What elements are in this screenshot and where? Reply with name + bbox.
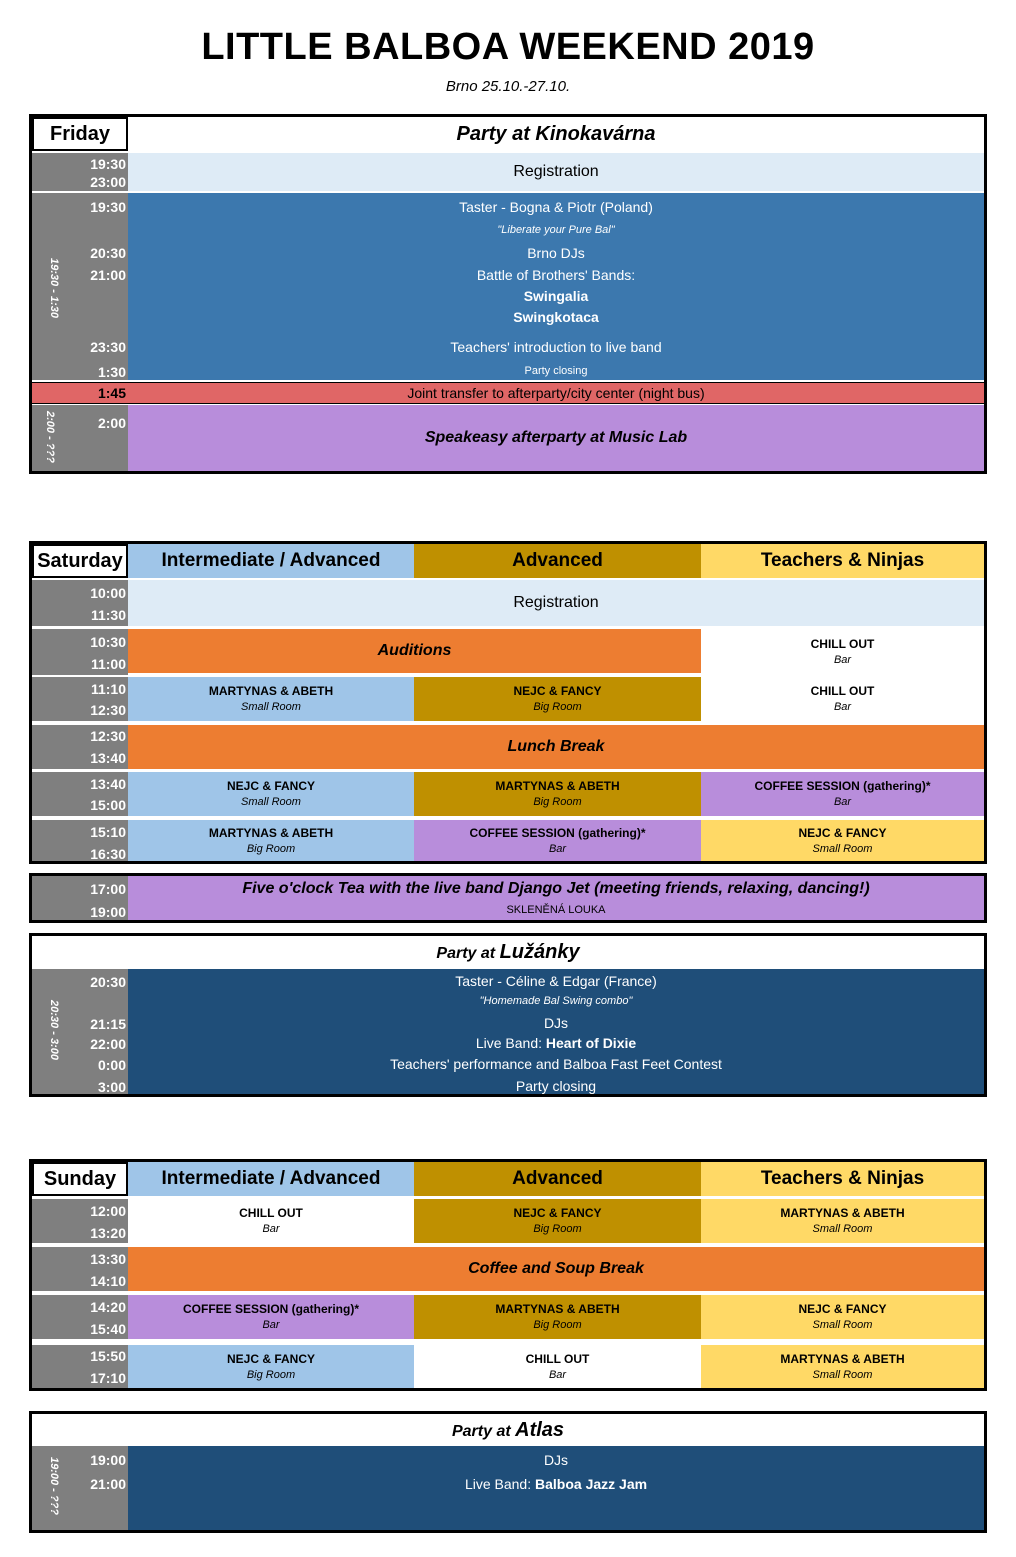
saturday-slot3-col2 (414, 820, 701, 861)
page-subtitle: Brno 25.10.-27.10. (445, 78, 571, 95)
friday-afterparty-range: 2:00 - ??? (44, 411, 56, 463)
saturday-slot2-col2 (414, 772, 701, 816)
saturday-party-venue: Lužánky (499, 941, 580, 963)
sunday-slot2-start: 14:20 (90, 1299, 126, 1315)
sunday-slot1-col2 (414, 1199, 701, 1243)
saturday-slot3-col2-teachers: COFFEE SESSION (gathering)* (469, 825, 646, 840)
saturday-slot1-col1-room: Small Room (241, 701, 301, 713)
saturday-slot1-col3-room: Bar (833, 701, 852, 713)
page-title: LITTLE BALBOA WEEKEND 2019 (201, 26, 815, 68)
friday-time-1930: 19:30 (90, 199, 126, 215)
saturday-party-time-300: 3:00 (97, 1079, 126, 1095)
sunday-slot3-col3-room: Small Room (812, 1368, 873, 1381)
sunday-slot1-col2-room: Big Room (533, 1223, 582, 1235)
friday-party-range: 19:30 - 1:30 (48, 258, 60, 318)
sunday-col-advanced: Advanced (414, 1162, 701, 1196)
saturday-col-advanced: Advanced (414, 544, 701, 578)
saturday-lunch-end: 13:40 (90, 750, 126, 766)
sunday-slot3-col3-teachers: MARTYNAS & ABETH (780, 1351, 905, 1366)
saturday-slot1-col3 (701, 677, 984, 721)
saturday-party-taster-subtitle: "Homemade Bal Swing combo" (479, 995, 633, 1007)
sunday-slot1-col3-room: Small Room (812, 1223, 873, 1235)
saturday-auditions-side-cell (701, 629, 984, 675)
sunday-slot2-end: 15:40 (90, 1321, 126, 1337)
saturday-party-title (32, 941, 984, 964)
saturday-slot2-col3 (701, 772, 984, 816)
sunday-slot2-col1-room: Bar (262, 1319, 280, 1331)
saturday-slot1-end: 12:30 (90, 702, 126, 718)
saturday-auditions-label: Auditions (377, 642, 452, 659)
sunday-party-range: 19:00 - ??? (48, 1456, 60, 1516)
saturday-auditions-start: 10:30 (90, 634, 126, 650)
friday-taster-subtitle: "Liberate your Pure Bal" (497, 224, 615, 236)
saturday-party-performance: Teachers' performance and Balboa Fast Feet Contest (390, 1056, 722, 1072)
sunday-break-start: 13:30 (90, 1251, 126, 1267)
sunday-slot2-col1 (128, 1295, 414, 1339)
friday-section (29, 114, 987, 474)
saturday-slot2-col1-teachers: NEJC & FANCY (226, 779, 315, 793)
saturday-slot3-col1-room: Big Room (246, 842, 296, 855)
sunday-slot1-col3 (701, 1199, 984, 1243)
sunday-slot3-start: 15:50 (90, 1348, 126, 1364)
sunday-party-block (128, 1446, 984, 1530)
saturday-slot1-col1-teachers: MARTYNAS & ABETH (208, 684, 334, 698)
saturday-slot1-col1 (128, 677, 414, 721)
sunday-slot3-end: 17:10 (90, 1370, 126, 1386)
saturday-auditions-side-title: CHILL OUT (810, 637, 875, 651)
saturday-party-band-prefix: Live Band: (475, 1035, 543, 1051)
sunday-slot2-col2 (414, 1295, 701, 1339)
sunday-party-time-1900: 19:00 (90, 1452, 126, 1468)
saturday-slot3-col1 (128, 820, 414, 861)
sunday-col-intermediate-advanced: Intermediate / Advanced (128, 1162, 414, 1196)
friday-time-2330: 23:30 (90, 339, 126, 355)
saturday-lunch-label: Lunch Break (507, 738, 605, 755)
friday-battle: Battle of Brothers' Bands: (476, 267, 636, 283)
saturday-slot2-col3-room: Bar (833, 796, 852, 808)
sunday-break-cell (128, 1247, 984, 1291)
sunday-slot3-col3 (701, 1345, 984, 1388)
sunday-slot3-col2 (414, 1345, 701, 1388)
saturday-slot2-col3-teachers: COFFEE SESSION (gathering)* (754, 779, 931, 793)
saturday-tea-cell (128, 876, 984, 920)
saturday-party-range: 20:30 - 3:00 (48, 1000, 60, 1060)
saturday-section (29, 541, 987, 864)
saturday-party-closing: Party closing (515, 1078, 597, 1094)
saturday-party-time-000: 0:00 (97, 1057, 126, 1073)
sunday-slot1-col1-teachers: CHILL OUT (239, 1206, 303, 1220)
saturday-slot3-col3-room: Small Room (812, 842, 873, 855)
saturday-slot1-col2 (414, 677, 701, 721)
friday-party-closing: Party closing (524, 365, 588, 377)
friday-afterparty-cell (128, 405, 984, 471)
saturday-party-band: Heart of Dixie (545, 1035, 637, 1051)
sunday-slot1-end: 13:20 (90, 1225, 126, 1241)
saturday-tea-place: SKLENĚNÁ LOUKA (506, 904, 606, 916)
saturday-slot2-start: 13:40 (90, 776, 126, 792)
sunday-slot3-col1-room: Big Room (246, 1368, 296, 1381)
saturday-tea-end: 19:00 (90, 904, 126, 920)
sunday-slot2-col3-room: Small Room (812, 1319, 873, 1331)
saturday-col-intermediate-advanced: Intermediate / Advanced (128, 544, 414, 578)
sunday-slot1-start: 12:00 (90, 1203, 126, 1219)
sunday-party-prefix: Party at (451, 1423, 511, 1440)
friday-djs: Brno DJs (527, 245, 585, 261)
saturday-slot1-col3-teachers: CHILL OUT (810, 684, 875, 698)
sunday-slot3-col2-teachers: CHILL OUT (525, 1351, 590, 1366)
sunday-slot3-col1 (128, 1345, 414, 1388)
saturday-slot2-end: 15:00 (90, 797, 126, 813)
sunday-break-label: Coffee and Soup Break (468, 1260, 644, 1277)
saturday-slot3-col2-room: Bar (548, 842, 567, 855)
friday-afterparty-time: 2:00 (97, 415, 126, 431)
saturday-auditions-side-sub: Bar (833, 654, 852, 666)
sunday-party-band-line (128, 1476, 984, 1492)
friday-registration-start: 19:30 (90, 156, 126, 172)
saturday-party-prefix: Party at (436, 945, 496, 962)
sunday-party-djs: DJs (543, 1452, 569, 1468)
saturday-col-teachers-ninjas: Teachers & Ninjas (701, 544, 984, 578)
sunday-slot1-col1-room: Bar (262, 1223, 280, 1235)
sunday-slot1-col3-teachers: MARTYNAS & ABETH (780, 1206, 905, 1220)
saturday-registration-cell (128, 580, 984, 626)
sunday-party-venue: Atlas (515, 1419, 565, 1441)
sunday-party-section (29, 1411, 987, 1533)
saturday-slot3-start: 15:10 (90, 824, 126, 840)
saturday-party-taster: Taster - Céline & Edgar (France) (455, 973, 657, 989)
saturday-slot3-end: 16:30 (90, 846, 126, 862)
sunday-slot2-col2-room: Big Room (533, 1319, 582, 1331)
saturday-party-time-2030: 20:30 (90, 974, 126, 990)
saturday-slot2-col1-room: Small Room (241, 796, 301, 808)
saturday-party-band-line (128, 1035, 984, 1051)
sunday-break-end: 14:10 (90, 1273, 126, 1289)
sunday-slot2-col3 (701, 1295, 984, 1339)
saturday-party-block (128, 969, 984, 1094)
saturday-party-djs: DJs (543, 1015, 569, 1031)
saturday-lunch-cell (128, 725, 984, 769)
friday-teachers-intro: Teachers' introduction to live band (450, 339, 662, 355)
saturday-tea-label: Five o'clock Tea with the live band Django Jet (meeting friends, relaxing, dancing!) (242, 880, 870, 897)
friday-time-2100: 21:00 (90, 267, 126, 283)
day-header-saturday: Saturday (32, 544, 128, 578)
friday-transfer-label: Joint transfer to afterparty/city center (night bus) (407, 385, 705, 401)
saturday-slot2-col1 (128, 772, 414, 816)
sunday-party-time-2100: 21:00 (90, 1476, 126, 1492)
friday-time-130: 1:30 (97, 364, 126, 380)
sunday-slot2-col2-teachers: MARTYNAS & ABETH (495, 1302, 620, 1316)
sunday-slot3-col2-room: Bar (548, 1368, 567, 1381)
friday-band-swingkotaca: Swingkotaca (513, 309, 599, 325)
sunday-slot3-col1-teachers: NEJC & FANCY (226, 1351, 315, 1366)
sunday-party-band-prefix: Live Band: (464, 1476, 532, 1492)
sunday-party-title (32, 1419, 984, 1442)
saturday-registration-label: Registration (513, 594, 599, 611)
saturday-tea-start: 17:00 (90, 881, 126, 897)
sunday-slot1-col2-teachers: NEJC & FANCY (513, 1206, 602, 1220)
day-header-friday: Friday (32, 117, 128, 151)
saturday-slot1-col2-teachers: NEJC & FANCY (513, 684, 602, 698)
friday-afterparty-label: Speakeasy afterparty at Music Lab (424, 429, 688, 446)
saturday-slot1-col2-room: Big Room (533, 701, 582, 713)
sunday-slot2-col3-teachers: NEJC & FANCY (798, 1302, 887, 1316)
friday-party-block (128, 193, 984, 380)
saturday-registration-end: 11:30 (90, 607, 126, 623)
sunday-col-teachers-ninjas: Teachers & Ninjas (701, 1162, 984, 1196)
saturday-lunch-start: 12:30 (90, 728, 126, 744)
saturday-party-time-2200: 22:00 (90, 1036, 126, 1052)
saturday-slot3-col1-teachers: MARTYNAS & ABETH (208, 825, 334, 840)
saturday-party-time-2115: 21:15 (90, 1016, 126, 1032)
friday-registration-end: 23:00 (90, 174, 126, 190)
friday-party-title: Party at Kinokavárna (456, 122, 656, 145)
friday-time-2030: 20:30 (90, 245, 126, 261)
saturday-slot3-col3 (701, 820, 984, 861)
sunday-party-band: Balboa Jazz Jam (535, 1476, 648, 1492)
sunday-slot2-col1-teachers: COFFEE SESSION (gathering)* (182, 1302, 359, 1316)
sunday-section (29, 1159, 987, 1391)
day-header-sunday: Sunday (32, 1162, 128, 1196)
saturday-auditions-end: 11:00 (90, 656, 126, 672)
saturday-party-section (29, 933, 987, 1097)
friday-registration-label: Registration (513, 163, 599, 180)
friday-registration-cell (128, 153, 984, 191)
friday-transfer-time: 1:45 (97, 385, 126, 401)
saturday-slot2-col2-room: Big Room (533, 796, 582, 808)
saturday-registration-start: 10:00 (90, 585, 126, 601)
saturday-slot3-col3-teachers: NEJC & FANCY (798, 825, 887, 840)
friday-taster: Taster - Bogna & Piotr (Poland) (459, 199, 653, 215)
saturday-tea-section (29, 873, 987, 923)
friday-band-swingalia: Swingalia (523, 288, 589, 304)
saturday-auditions-cell (128, 629, 701, 673)
saturday-slot2-col2-teachers: MARTYNAS & ABETH (495, 779, 620, 793)
sunday-slot1-col1 (128, 1199, 414, 1243)
saturday-slot1-start: 11:10 (90, 681, 126, 697)
